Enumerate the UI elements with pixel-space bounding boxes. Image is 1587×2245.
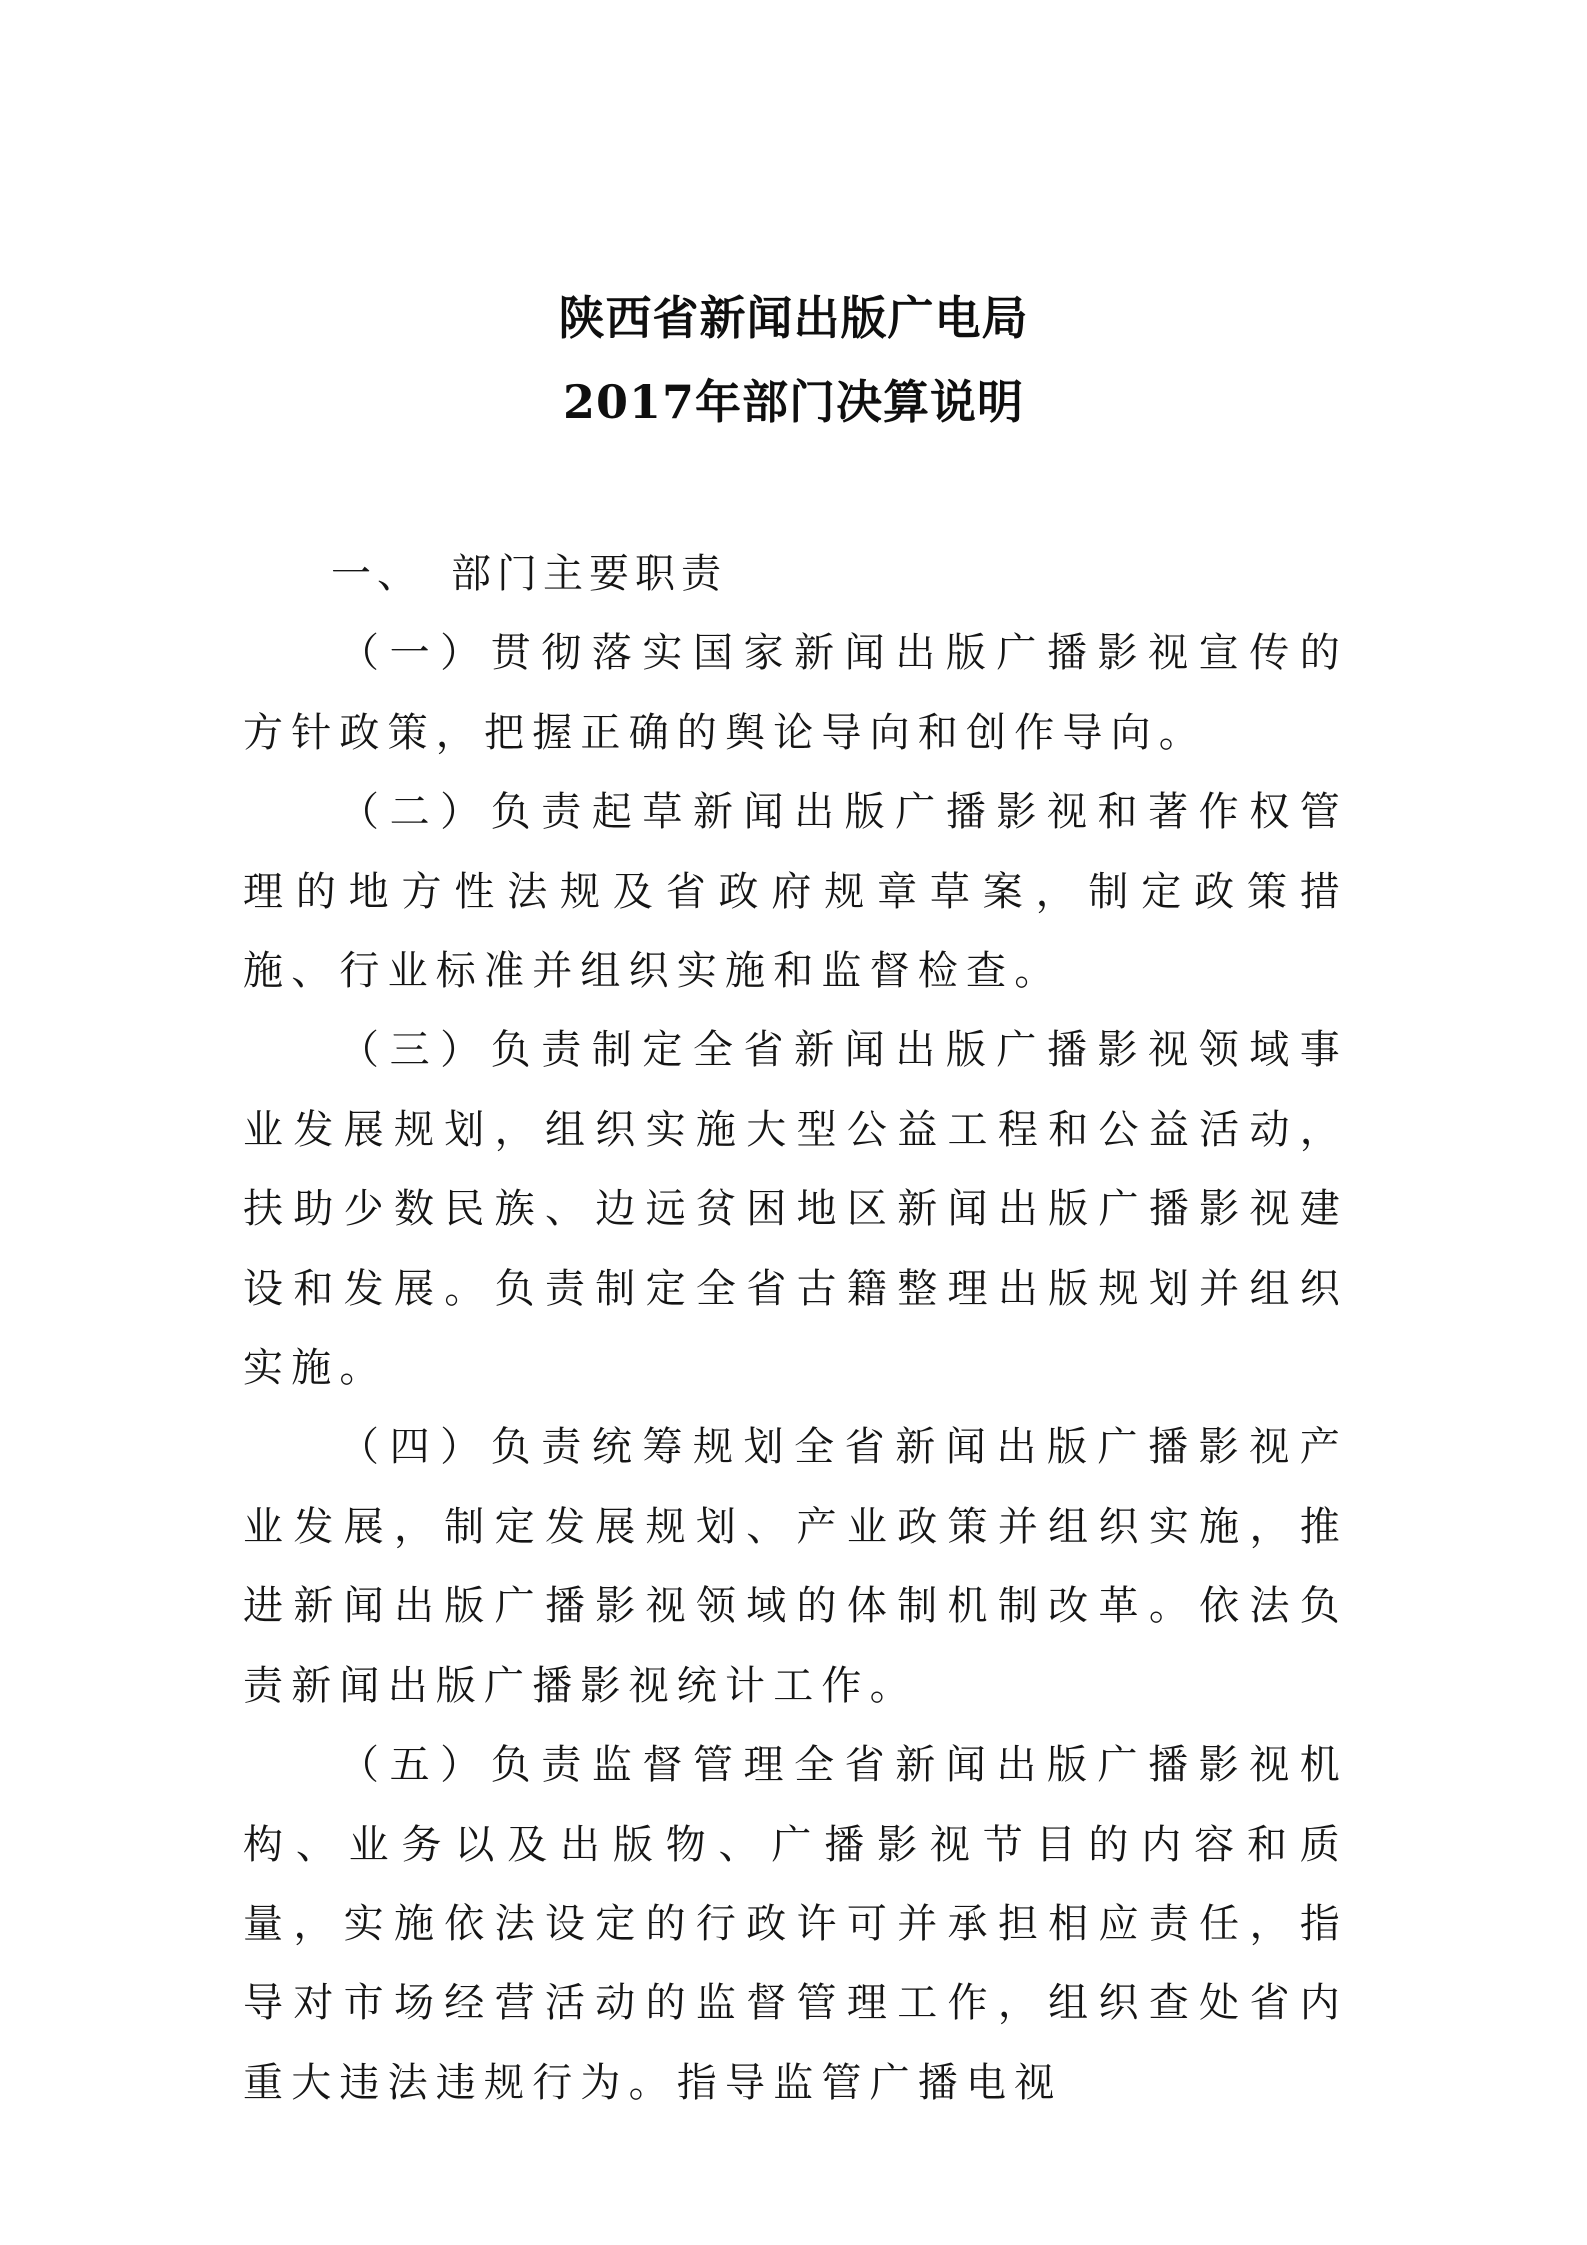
paragraph-5: （五）负责监督管理全省新闻出版广播影视机构、业务以及出版物、广播影视节目的内容和质量，实施依法设定的行政许可并承担相应责任，指导对市场经营活动的监督管理工作，组织查处省内重大违法违规行为。指导监管广播电视	[243, 1742, 1348, 2106]
paragraph-4: （四）负责统筹规划全省新闻出版广播影视产业发展，制定发展规划、产业政策并组织实施，推进新闻出版广播影视领域的体制机制改革。依法负责新闻出版广播影视统计工作。	[243, 1424, 1348, 1709]
section-number: 一、	[331, 551, 423, 597]
paragraph-3: （三）负责制定全省新闻出版广播影视领域事业发展规划，组织实施大型公益工程和公益活动，扶助少数民族、边远贫困地区新闻出版广播影视建设和发展。负责制定全省古籍整理出版规划并组织实施。	[243, 1027, 1348, 1392]
document-title-line1: 陕西省新闻出版广电局	[558, 291, 1029, 345]
paragraph-1: （一）贯彻落实国家新闻出版广播影视宣传的方针政策，把握正确的舆论导向和创作导向。	[243, 630, 1348, 756]
document-body	[243, 535, 1348, 2123]
section-heading	[243, 535, 1348, 614]
paragraph-2: （二）负责起草新闻出版广播影视和著作权管理的地方性法规及省政府规章草案，制定政策措施、行业标准并组织实施和监督检查。	[243, 789, 1348, 995]
section-heading-text: 部门主要职责	[451, 551, 727, 597]
document-title-line2: 2017年部门决算说明	[562, 375, 1025, 429]
